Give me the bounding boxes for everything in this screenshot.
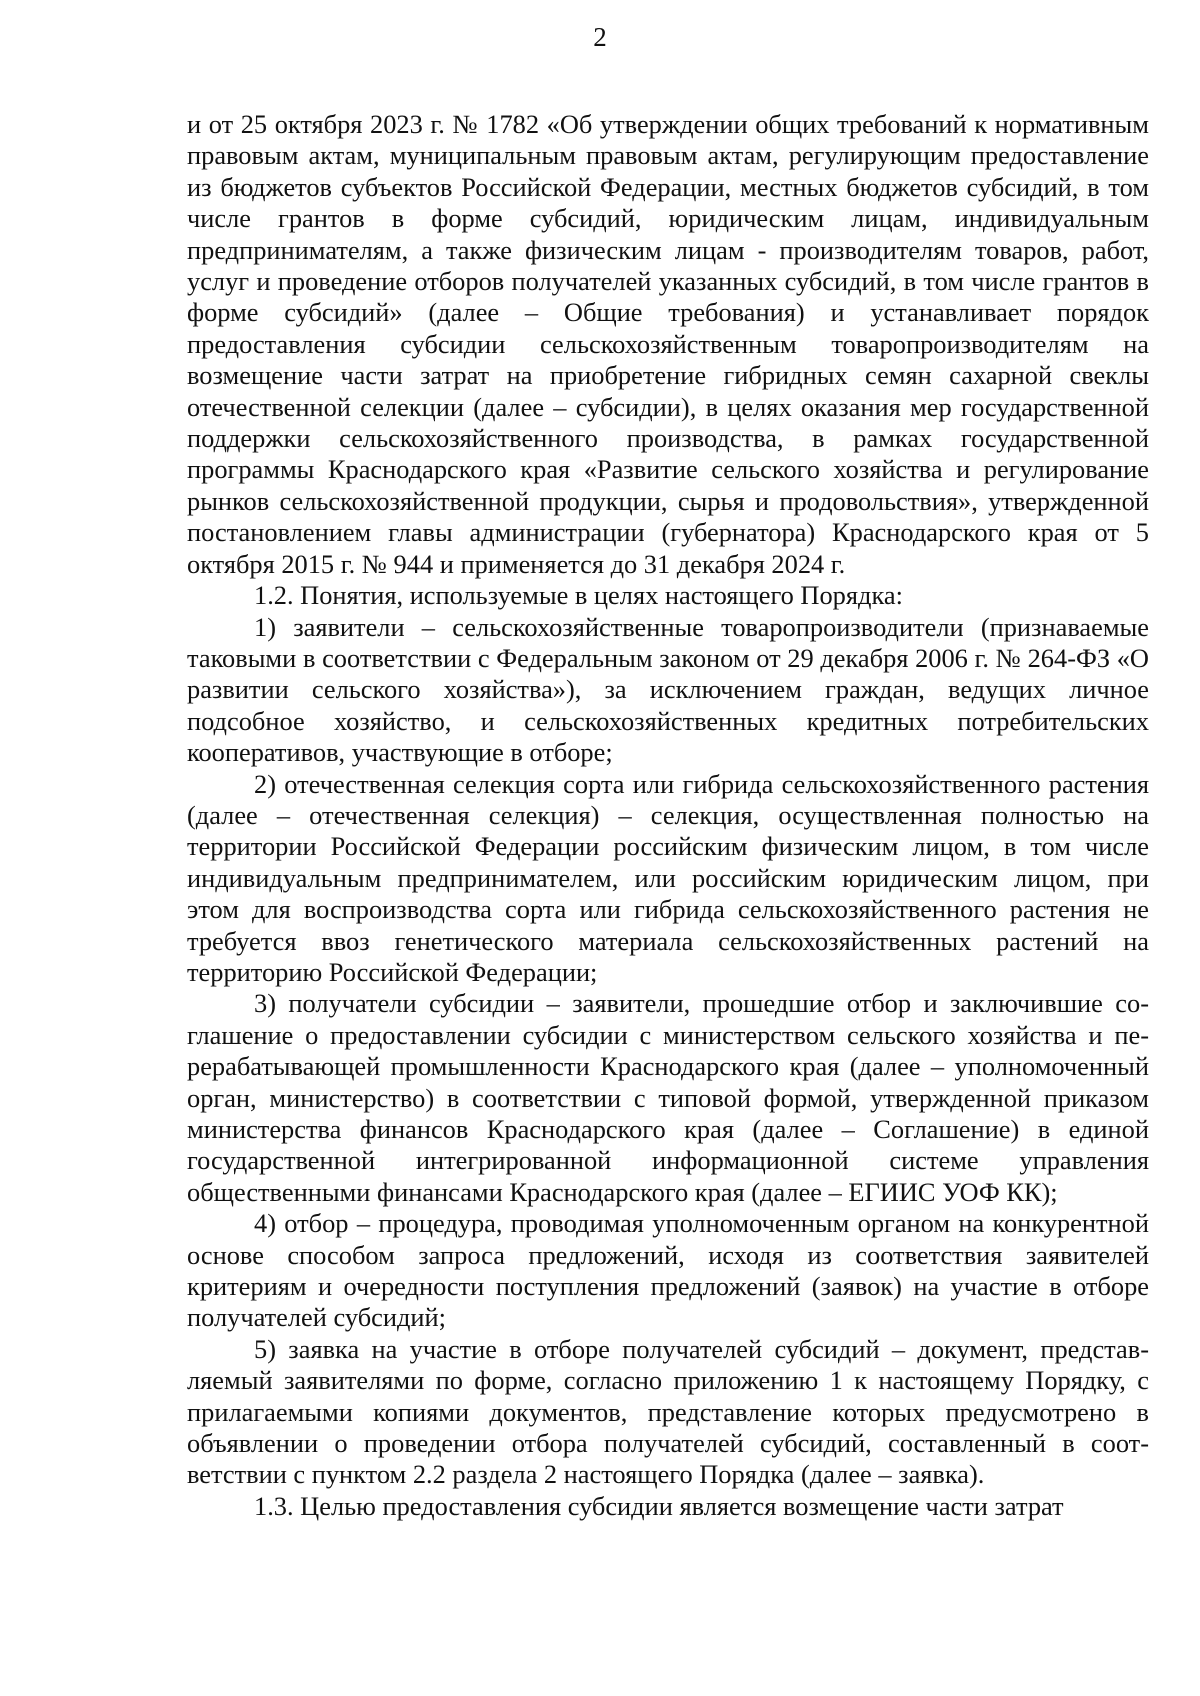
paragraph-clause-1-2-2: 2) отечественная селекция сорта или гибрида сельскохозяйственного растения (далее – отечественная селекция) – селекция, осуществленная полностью на территории Российской Федерации российским физическим лицом, в том числе индивидуальным предпринимателем, или российским юридическим лицом, при этом для воспроизводства сорта или гибрида сельскохозяйственного растения не требуется ввоз генетического материала сельскохозяйственных растений на территорию Российской Федерации; [187, 768, 1149, 987]
paragraph-clause-1-2-5: 5) заявка на участие в отборе получателей субсидий – документ, представляемый заявителями по форме, согласно приложению 1 к настоящему Порядку, с прилагаемыми копиями документов, представление которых предусмотрено в объявлении о проведении отбора получателей субсидий, составленный в соответствии с пунктом 2.2 раздела 2 настоящего Порядка (далее – заявка). [187, 1333, 1149, 1490]
paragraph-clause-1-2-4: 4) отбор – процедура, проводимая уполномоченным органом на конкурентной основе способом запроса предложений, исходя из соответствия заявителей критериям и очередности поступления предложений (заявок) на участие в отборе получателей субсидий; [187, 1208, 1149, 1333]
paragraph-clause-1-2-1: 1) заявители – сельскохозяйственные товаропроизводители (признаваемые таковыми в соответствии с Федеральным законом от 29 декабря 2006 г. № 264-ФЗ «О развитии сельского хозяйства»), за исключением граждан, ведущих личное подсобное хозяйство, и сельскохозяйственных кредитных потребительских кооперативов, участвующие в отборе; [187, 611, 1149, 768]
paragraph-clause-1-3: 1.3. Целью предоставления субсидии является возмещение части затрат [254, 1490, 1064, 1521]
paragraph-clause-1-2: 1.2. Понятия, используемые в целях настоящего Порядка: [254, 580, 903, 611]
paragraph-intro-continuation: и от 25 октября 2023 г. № 1782 «Об утверждении общих требований к нормативным правовым актам, муниципальным правовым актам, регулирующим предоставление из бюджетов субъектов Российской Федерации, местных бюджетов субсидий, в том числе грантов в форме субсидий, юридическим лицам, индивидуальным предпринимателям, а также физическим лицам - производителям товаров, работ, услуг и проведение отборов получателей указанных субсидий, в том числе грантов в форме субсидий» (далее – Общие требования) и устанавливает порядок предоставления субсидии сельскохозяйственным товаропроизводителям на возмещение части затрат на приобретение гибридных семян сахарной свеклы отечественной селекции (далее – субсидии), в целях оказания мер государственной поддержки сельскохозяйственного производства, в рамках государственной программы Краснодарского края «Развитие сельского хозяйства и регулирование рынков сельскохозяйственной продукции, сырья и продовольствия», утвержденной постановлением главы администрации (губернатора) Краснодарского края от 5 октября 2015 г. № 944 и применяется до 31 декабря 2024 г. [187, 109, 1149, 579]
paragraph-clause-1-2-3: 3) получатели субсидии – заявители, прошедшие отбор и заключившие соглашение о предоставлении субсидии с министерством сельского хозяйства и перерабатывающей промышленности Краснодарского края (далее – уполномоченный орган, министерство) в соответствии с типовой формой, утвержденной приказом министерства финансов Краснодарского края (далее – Соглашение) в единой государственной интегрированной информационной системе управления общественными финансами Краснодарского края (далее – ЕГИИС УОФ КК); [187, 988, 1149, 1207]
document-body [187, 109, 1149, 1522]
page-number: 2 [593, 22, 607, 52]
